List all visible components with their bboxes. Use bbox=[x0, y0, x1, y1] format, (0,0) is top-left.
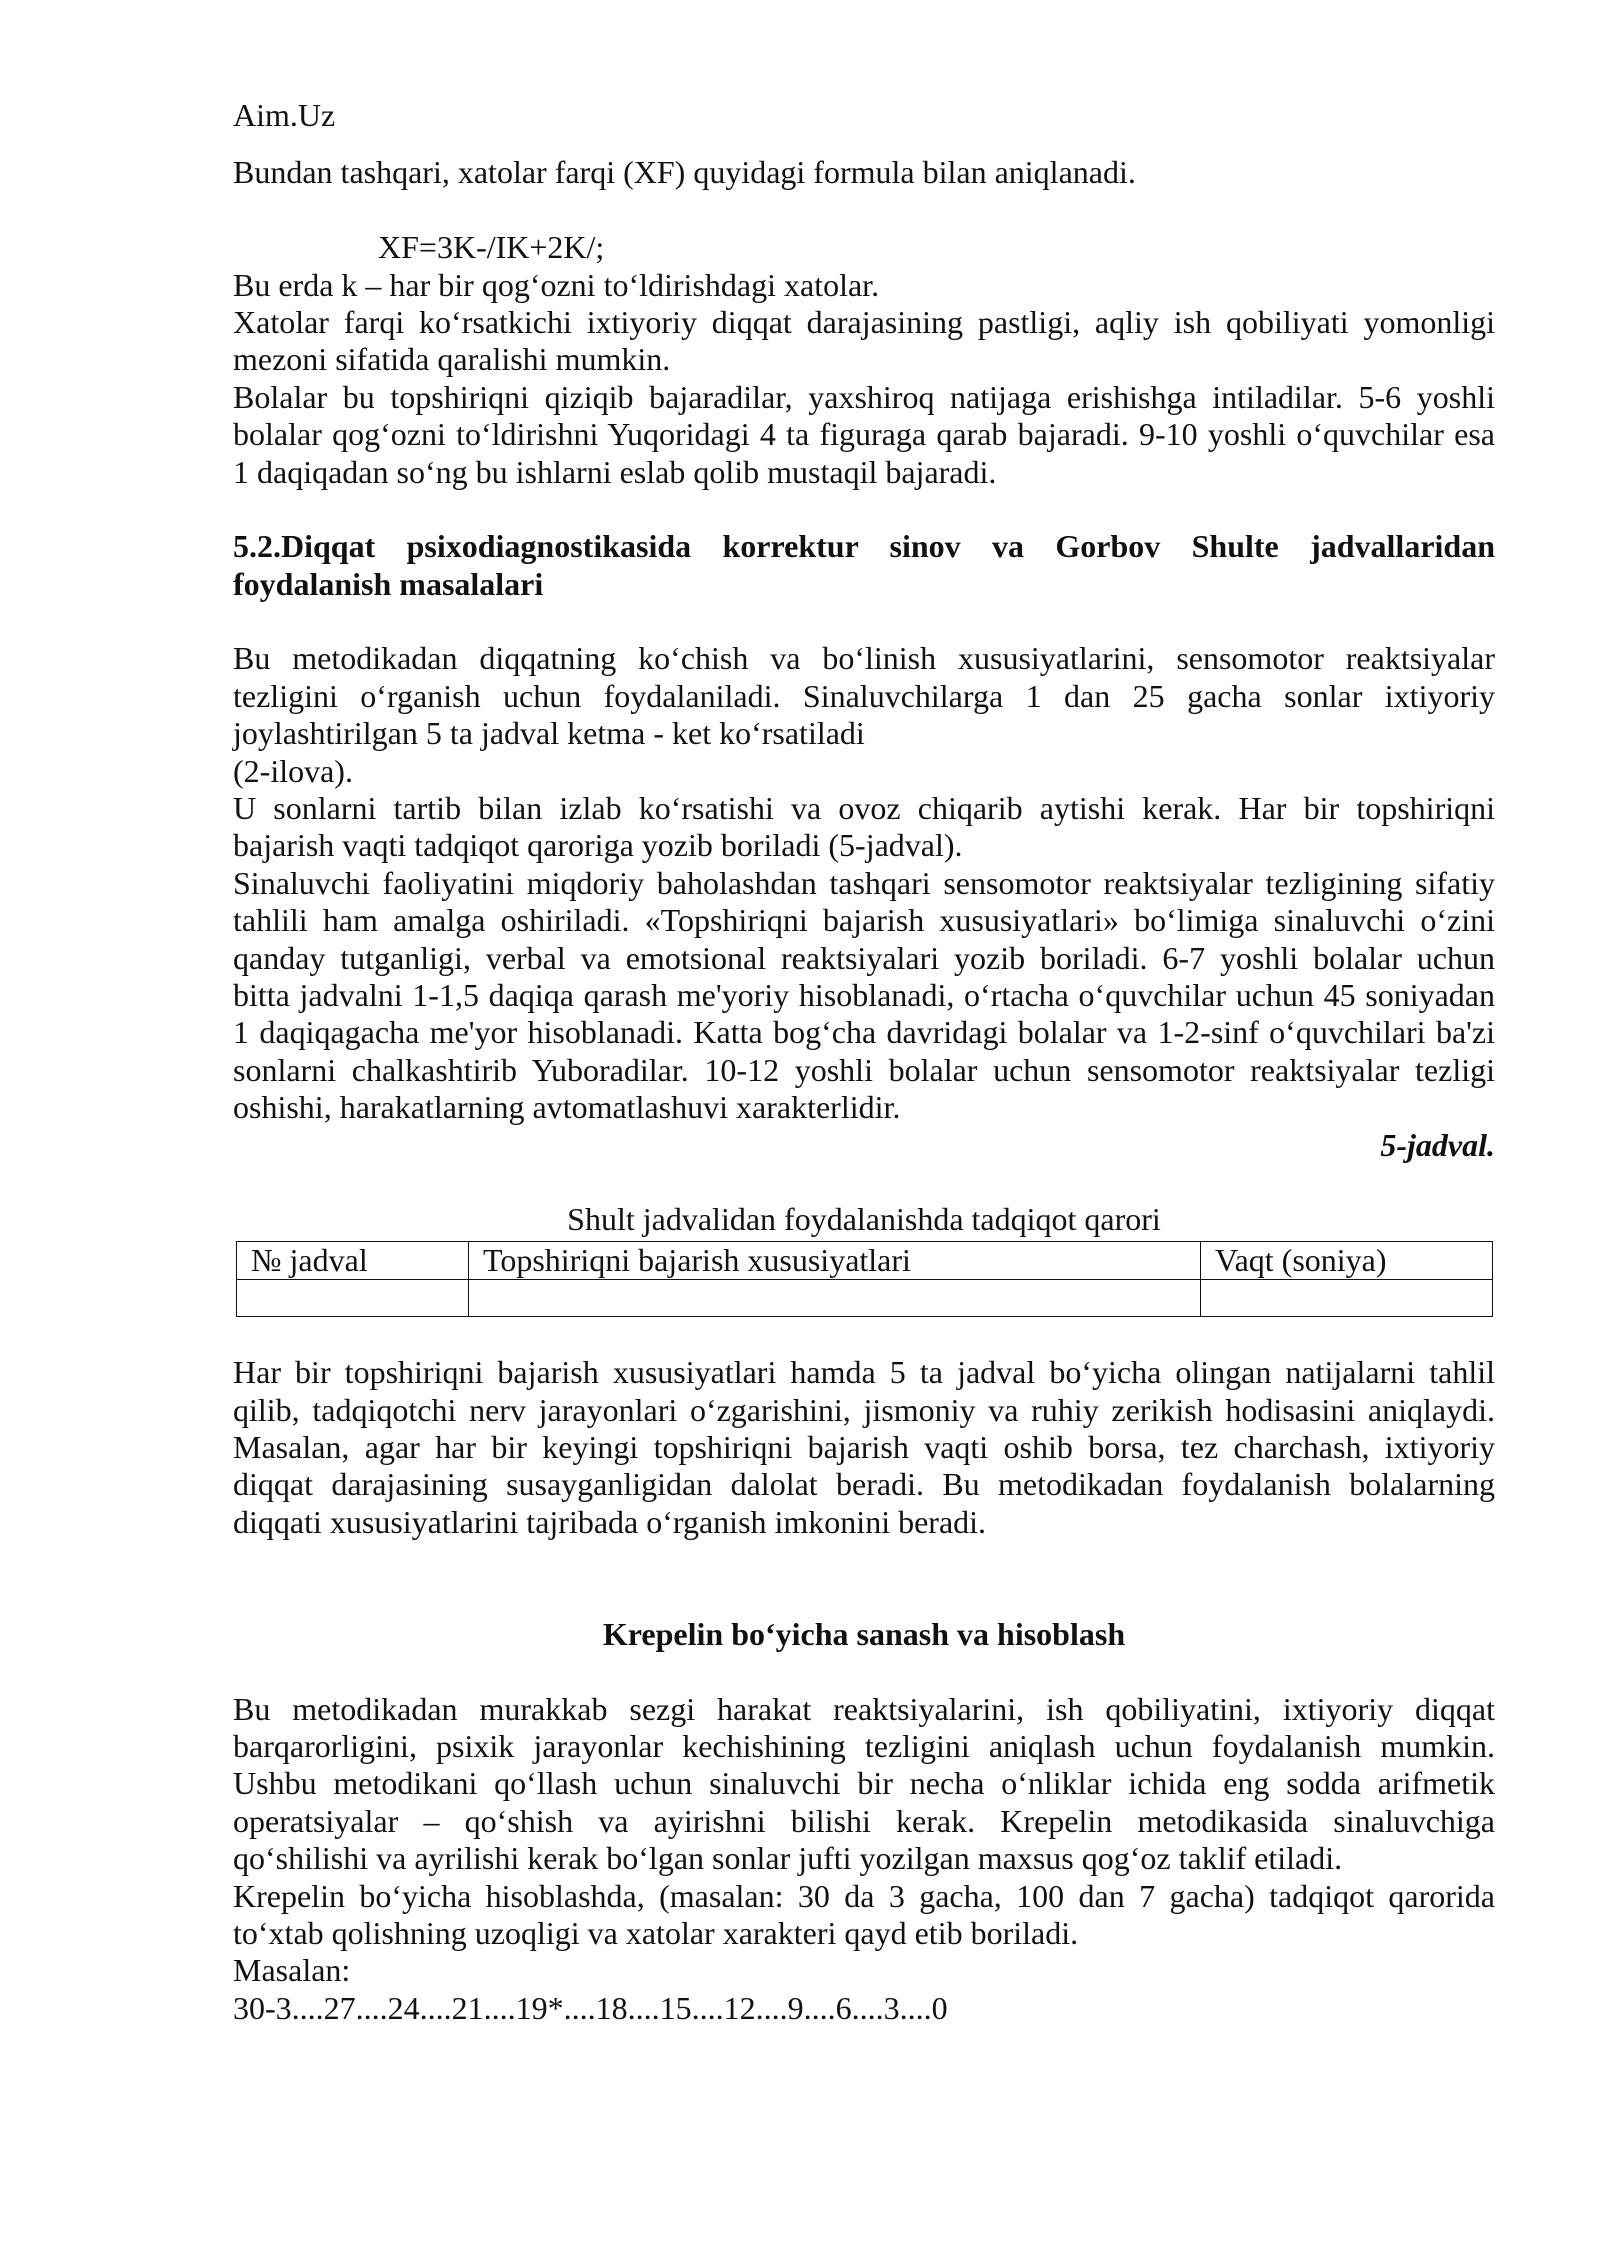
paragraph-line: Masalan, agar har bir keyingi topshiriqni bajarish vaqti oshib borsa, tez charchash, ixtiyoriy bbox=[233, 1428, 1495, 1465]
example-label: Masalan: bbox=[233, 1952, 351, 1989]
blank-line bbox=[233, 1317, 1495, 1354]
paragraph-metodika bbox=[233, 640, 1495, 752]
site-header: Aim.Uz bbox=[233, 97, 336, 133]
blank-line bbox=[233, 603, 1495, 640]
paragraph-sinaluvchi bbox=[233, 865, 1495, 1127]
paragraph-line: U sonlarni tartib bilan izlab ko‘rsatishi va ovoz chiqarib aytishi kerak. Har bir topshiriqni bbox=[233, 790, 1495, 827]
paragraph-line: Har bir topshiriqni bajarish xususiyatlari hamda 5 ta jadval bo‘yicha olingan natijalarni tahlil bbox=[233, 1354, 1495, 1391]
paragraph-line: Ushbu metodikani qo‘llash uchun sinaluvchi bir necha o‘nliklar ichida eng sodda arifmetik bbox=[233, 1765, 1495, 1802]
table-header-row bbox=[237, 1241, 1493, 1279]
paragraph-line: Xatolar farqi ko‘rsatkichi ixtiyoriy diqqat darajasining pastligi, aqliy ish qobiliyati yomonligi bbox=[233, 303, 1495, 340]
paragraph-line: barqarorligini, psixik jarayonlar kechishining tezligini aniqlash uchun foydalanish mumkin. bbox=[233, 1728, 1495, 1765]
paragraph-line: 1 daqiqadan so‘ng bu ishlarni eslab qolib mustaqil bajaradi. bbox=[233, 453, 997, 490]
appendix-reference: (2-ilova). bbox=[233, 752, 353, 789]
paragraph-line: Bu metodikadan diqqatning ko‘chish va bo‘linish xususiyatlarini, sensomotor reaktsiyalar bbox=[233, 640, 1495, 677]
paragraph-line: oshishi, harakatlarning avtomatlashuvi xarakterlidir. bbox=[233, 1089, 901, 1126]
paragraph-line: qanday tutganligi, verbal va emotsional reaktsiyalari yozib boriladi. 6-7 yoshli bolalar uchun bbox=[233, 939, 1495, 976]
paragraph-line: bitta jadvalni 1-1,5 daqiqa qarash me'yoriy hisoblanadi, o‘rtacha o‘quvchilar uchun 45 soniyadan bbox=[233, 976, 1495, 1013]
paragraph-line: qo‘shilishi va ayrilishi kerak bo‘lgan sonlar jufti yozilgan maxsus qog‘oz taklif etiladi. bbox=[233, 1840, 1343, 1877]
paragraph-har-bir bbox=[233, 1354, 1495, 1541]
formula-note: Bu erda k – har bir qog‘ozni to‘ldirishdagi xatolar. bbox=[233, 266, 880, 303]
paragraph-line: diqqati xususiyatlarini tajribada o‘rganish imkonini beradi. bbox=[233, 1503, 987, 1540]
paragraph-line: tezligini o‘rganish uchun foydalaniladi. Sinaluvchilarga 1 dan 25 gacha sonlar ixtiyoriy bbox=[233, 677, 1495, 714]
document-body bbox=[233, 97, 1495, 2027]
heading-line: 5.2.Diqqat psixodiagnostikasida korrektur sinov va Gorbov Shulte jadvallaridan bbox=[233, 528, 1495, 565]
paragraph-xatolar bbox=[233, 304, 1495, 379]
formula: XF=3K-/IK+2K/; bbox=[378, 229, 605, 266]
paragraph-sonlar bbox=[233, 790, 1495, 865]
table-label: 5-jadval. bbox=[1380, 1126, 1495, 1163]
paragraph-line: operatsiyalar – qo‘shish va ayirishni bilishi kerak. Krepelin metodikasida sinaluvchiga bbox=[233, 1802, 1495, 1839]
heading-line: foydalanish masalalari bbox=[233, 565, 544, 602]
paragraph-krepelin-2 bbox=[233, 1878, 1495, 1953]
section-heading-krepelin: Krepelin bo‘yicha sanash va hisoblash bbox=[602, 1615, 1126, 1652]
paragraph-line: bolalar qog‘ozni to‘ldirishni Yuqoridagi 4 ta figuraga qarab bajaradi. 9-10 yoshli o‘quvchilar esa bbox=[233, 416, 1495, 453]
paragraph-line: Krepelin bo‘yicha hisoblashda, (masalan: 30 da 3 gacha, 100 dan 7 gacha) tadqiqot qarorida bbox=[233, 1877, 1495, 1914]
paragraph-line: 1 daqiqagacha me'yor hisoblanadi. Katta bog‘cha davridagi bolalar va 1-2-sinf o‘quvchilari ba'zi bbox=[233, 1014, 1495, 1051]
paragraph-line: qilib, tadqiqotchi nerv jarayonlari o‘zgarishini, jismoniy va ruhiy zerikish hodisasini aniqlaydi. bbox=[233, 1391, 1495, 1428]
paragraph-line: mezoni sifatida qaralishi mumkin. bbox=[233, 341, 671, 378]
paragraph-line: bajarish vaqti tadqiqot qaroriga yozib boriladi (5-jadval). bbox=[233, 827, 963, 864]
example-sequence: 30-3....27....24....21....19*....18....15....12....9....6....3....0 bbox=[233, 1989, 948, 2026]
blank-line bbox=[233, 1541, 1495, 1578]
section-heading-5-2 bbox=[233, 528, 1495, 603]
paragraph-line: Sinaluvchi faoliyatini miqdoriy baholashdan tashqari sensomotor reaktsiyalar tezligining sifatiy bbox=[233, 864, 1495, 901]
table-caption: Shult jadvalidan foydalanishda tadqiqot qarori bbox=[567, 1201, 1161, 1238]
blank-line bbox=[233, 1653, 1495, 1690]
intro-line: Bundan tashqari, xatolar farqi (XF) quyidagi formula bilan aniqlanadi. bbox=[233, 154, 1136, 191]
table-header-cell: Vaqt (soniya) bbox=[1201, 1241, 1493, 1279]
table-cell bbox=[1201, 1279, 1493, 1316]
blank-line bbox=[233, 491, 1495, 528]
table-row bbox=[237, 1279, 1493, 1316]
paragraph-line: joylashtirilgan 5 ta jadval ketma - ket ko‘rsatiladi bbox=[233, 715, 865, 752]
paragraph-line: Bolalar bu topshiriqni qiziqib bajaradilar, yaxshiroq natijaga erishishga intiladilar. 5-6 yoshli bbox=[233, 378, 1495, 415]
blank-line bbox=[233, 192, 1495, 229]
table-header-cell: № jadval bbox=[237, 1241, 469, 1279]
table-cell bbox=[237, 1279, 469, 1316]
paragraph-krepelin-1 bbox=[233, 1691, 1495, 1878]
blank-line bbox=[233, 1164, 1495, 1201]
paragraph-bolalar bbox=[233, 379, 1495, 491]
research-record-table bbox=[236, 1241, 1493, 1317]
blank-line bbox=[233, 1578, 1495, 1615]
paragraph-line: to‘xtab qolishning uzoqligi va xatolar xarakteri qayd etib boriladi. bbox=[233, 1914, 1079, 1951]
paragraph-line: tahlili ham amalga oshiriladi. «Topshiriqni bajarish xususiyatlari» bo‘limiga sinaluvchi o‘zini bbox=[233, 902, 1495, 939]
paragraph-line: Bu metodikadan murakkab sezgi harakat reaktsiyalarini, ish qobiliyatini, ixtiyoriy diqqat bbox=[233, 1690, 1495, 1727]
paragraph-line: diqqat darajasining susayganligidan dalolat beradi. Bu metodikadan foydalanish bolalarning bbox=[233, 1466, 1495, 1503]
paragraph-line: sonlarni chalkashtirib Yuboradilar. 10-12 yoshli bolalar uchun sensomotor reaktsiyalar tezligi bbox=[233, 1051, 1495, 1088]
table-header-cell: Topshiriqni bajarish xususiyatlari bbox=[469, 1241, 1201, 1279]
table-cell bbox=[469, 1279, 1201, 1316]
